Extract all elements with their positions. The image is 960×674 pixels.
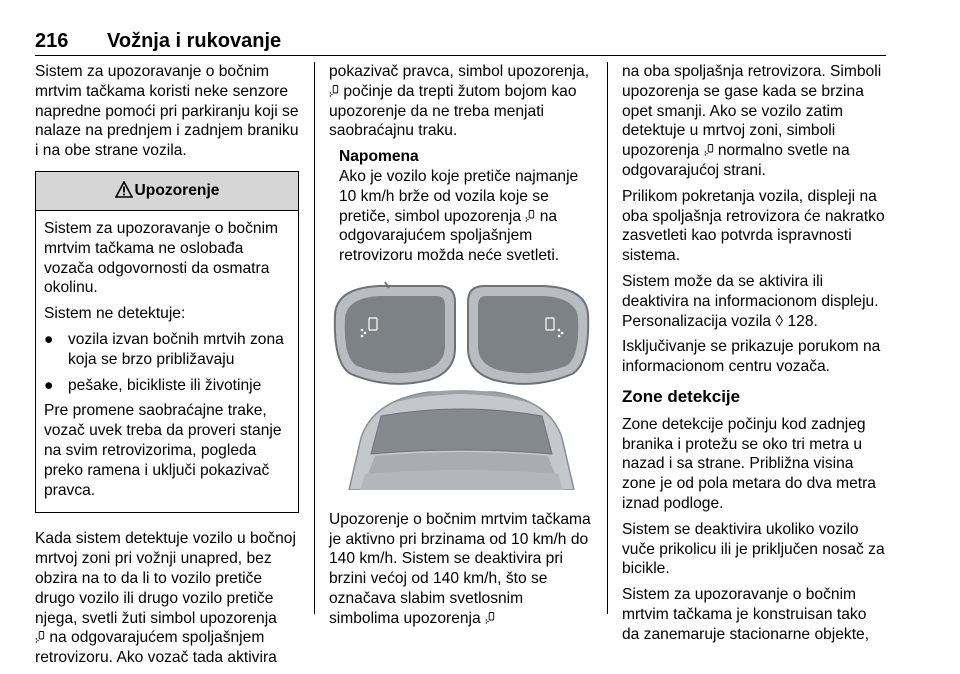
blind-spot-warning-icon <box>329 85 339 97</box>
trailer-paragraph: Sistem se deaktivira ukoliko vozilo vuče prikolicu ili je priključen nosač za bicikle. <box>622 520 885 578</box>
mirror-illustration <box>329 278 594 490</box>
detection-paragraph <box>35 529 299 668</box>
header-divider <box>35 55 886 56</box>
chapter-title: Vožnja i rukovanje <box>107 30 282 52</box>
warning-text-3: Pre promene saobraćajne trake, vozač uvek treba da proveri stanje na svim retrovizorima, pogleda preko ramena i uključi pokazivač pravca. <box>44 402 282 499</box>
text-span: normalno svetle na odgovarajućoj strani. <box>622 142 850 179</box>
startup-paragraph: Prilikom pokretanja vozila, displeji na oba spoljašnja retrovizora će nakratko zasvetleti kao potvrda ispravnosti sistema. <box>622 187 885 265</box>
text-span: na oba spoljašnja retrovizora. Simboli upozorenja se gase kada se brzina opet smanji. Ako se vozilo zatim detektuje u mrtvoj zoni, simboli upozorenja <box>622 63 882 160</box>
blind-spot-warning-icon <box>525 210 535 222</box>
intro-paragraph: Sistem za upozoravanje o bočnim mrtvim tačkama koristi neke senzore napredne pomoći pri parkiranju koji se nalaze na prednjem i zadnjem braniku i na obe strane vozila. <box>35 63 299 160</box>
page-header <box>35 8 886 54</box>
list-item <box>44 376 292 396</box>
activation-paragraph <box>622 272 888 331</box>
note-block <box>329 147 594 266</box>
stationary-paragraph: Sistem za upozoravanje o bočnim mrtvim tačkama je konstruisan tako da zanemaruje stacionarne objekte, <box>622 586 870 643</box>
blind-spot-warning-icon <box>485 612 495 624</box>
note-text: na odgovarajućem spoljašnjem retrovizoru možda neće svetleti. <box>339 207 560 265</box>
section-heading: Zone detekcije <box>622 386 741 406</box>
speed-range-paragraph <box>329 510 594 629</box>
column-1 <box>35 62 299 674</box>
text-span: počinje da trepti žutom bojom kao upozorenje da ne treba menjati saobraćajnu traku. <box>329 82 577 140</box>
bullet-icon: ● <box>44 376 54 394</box>
list-item-text: vozila izvan bočnih mrtvih zona koja se brzo približavaju <box>68 330 284 368</box>
warning-box <box>35 171 299 513</box>
warning-text-1: Sistem za upozoravanje o bočnim mrtvim tačkama ne oslobađa vozača odgovornosti da osmatra okolinu. <box>44 219 279 297</box>
page-number: 216 <box>35 30 69 52</box>
page-reference-arrow-icon: ◊ <box>775 312 784 330</box>
column-divider-2 <box>607 62 608 614</box>
page-reference[interactable]: 128. <box>787 312 818 330</box>
column-3 <box>622 62 888 651</box>
list-item-text: pešake, bicikliste ili životinje <box>68 376 262 394</box>
warning-title: Upozorenje <box>134 181 220 199</box>
warning-triangle-icon <box>115 181 133 198</box>
warning-body <box>36 211 298 512</box>
column-2 <box>329 62 594 635</box>
warning-text-2: Sistem ne detektuje: <box>44 305 186 323</box>
list-item <box>44 330 292 370</box>
bullet-icon: ● <box>44 330 54 348</box>
mirrors-paragraph <box>622 62 888 181</box>
column-divider-1 <box>314 62 315 614</box>
text-span: Upozorenje o bočnim mrtvim tačkama je aktivno pri brzinama od 10 km/h do 140 km/h. Sistem se deaktivira pri brzini većoj od 140 km/h, što se označava slabim svetlosnim simbolima upozorenja <box>329 510 591 627</box>
note-text: Ako je vozilo koje pretiče najmanje 10 km/h brže od vozila koje se pretiče, simbol upozorenja <box>339 167 579 225</box>
text-span: Kada sistem detektuje vozilo u bočnoj mrtvoj zoni pri vožnji unapred, bez obzira na to da li to vozilo pretiče drugo vozilo ili drugo vozilo pretiče njega, svetli žuti simbol upozorenja <box>35 530 296 627</box>
blind-spot-warning-icon <box>704 144 714 156</box>
note-title: Napomena <box>339 148 419 166</box>
text-span: pokazivač pravca, simbol upozorenja, <box>329 63 590 80</box>
zones-paragraph: Zone detekcije počinju kod zadnjeg branika i protežu se oko tri metra u nazad i sa strane. Približna visina zone je od pola metara do dva metra iznad podloge. <box>622 415 876 512</box>
turn-signal-paragraph <box>329 62 594 141</box>
text-span: Sistem može da se aktivira ili deaktivira na informacionom displeju. Personalizacija vozila <box>622 272 879 330</box>
warning-header <box>36 172 298 211</box>
deactivation-paragraph: Isključivanje se prikazuje porukom na informacionom centru vozača. <box>622 338 881 376</box>
text-span: na odgovarajućem spoljašnjem retrovizoru. Ako vozač tada aktivira <box>35 629 277 667</box>
